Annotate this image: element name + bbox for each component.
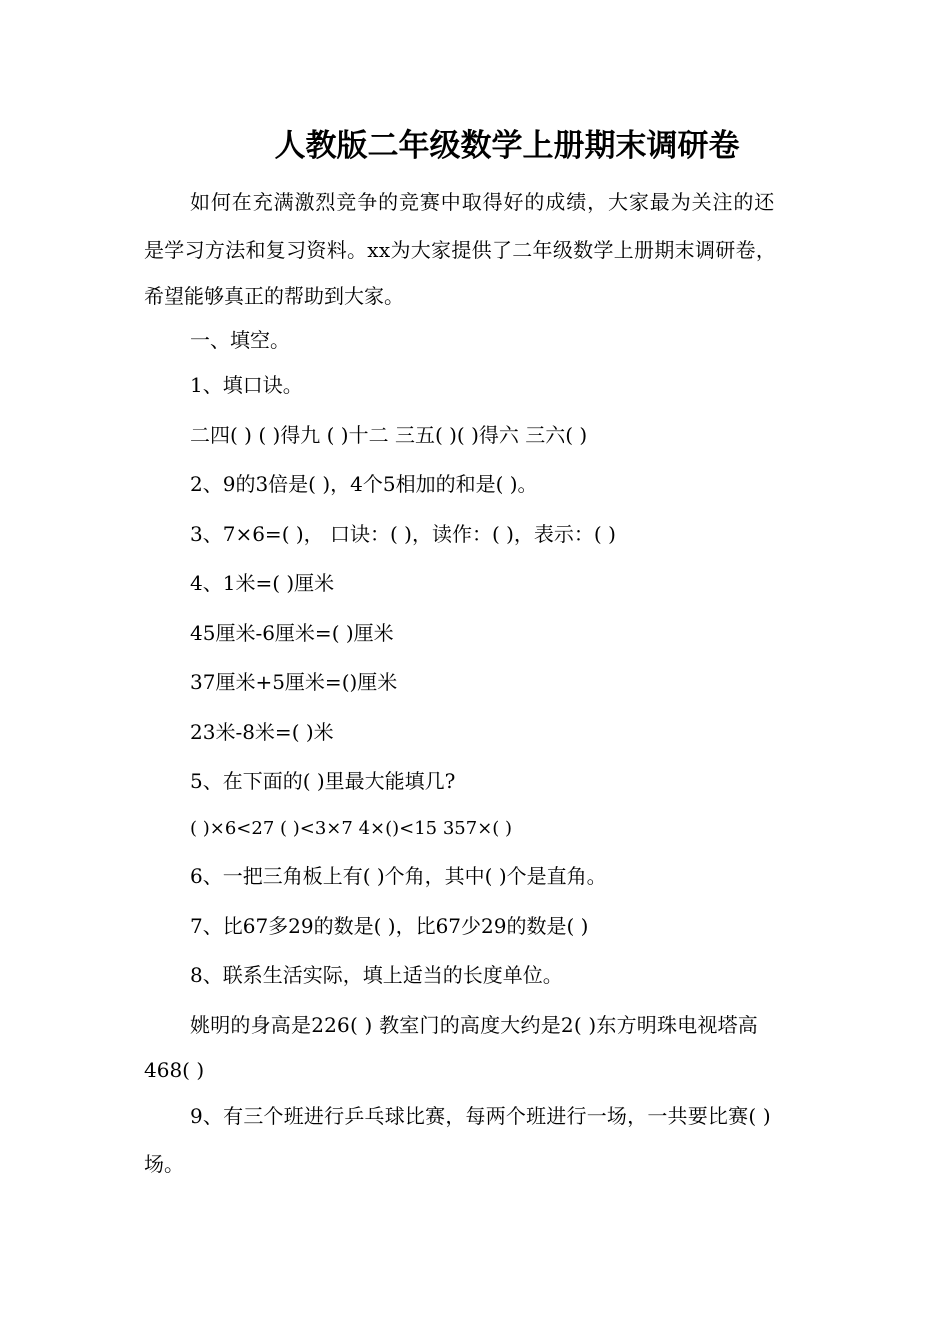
question-1: 1、填口诀。 <box>190 373 303 397</box>
question-4-item-3: 37厘米+5厘米=()厘米 <box>190 670 398 694</box>
question-4-item-2: 45厘米-6厘米=( )厘米 <box>190 621 394 645</box>
question-5: 5、在下面的( )里最大能填几? <box>190 769 456 793</box>
question-8-content-cont: 468( ) <box>144 1058 205 1082</box>
question-9-cont: 场。 <box>144 1152 184 1176</box>
question-2: 2、9的3倍是( )，4个5相加的和是( )。 <box>190 472 538 496</box>
question-1-content: 二四( ) ( )得九 ( )十二 三五( )( )得六 三六( ) <box>190 423 588 447</box>
question-4: 4、1米=( )厘米 <box>190 571 335 595</box>
question-7: 7、比67多29的数是( )，比67少29的数是( ) <box>190 914 589 938</box>
question-8-content: 姚明的身高是226( ) 教室门的高度大约是2( )东方明珠电视塔高 <box>190 1013 758 1037</box>
question-3: 3、7×6=( )， 口诀：( )，读作：( )，表示：( ) <box>190 522 616 546</box>
intro-line-3: 希望能够真正的帮助到大家。 <box>144 284 404 308</box>
question-6: 6、一把三角板上有( )个角，其中( )个是直角。 <box>190 864 607 888</box>
question-9: 9、有三个班进行乒乓球比赛，每两个班进行一场，一共要比赛( ) <box>190 1104 771 1128</box>
intro-line-1: 如何在充满激烈竞争的竞赛中取得好的成绩，大家最为关注的还 <box>190 190 776 214</box>
section-heading-fill-blank: 一、填空。 <box>190 328 290 352</box>
question-4-item-4: 23米-8米=( )米 <box>190 720 334 744</box>
document-title: 人教版二年级数学上册期末调研卷 <box>274 128 740 164</box>
question-8: 8、联系生活实际，填上适当的长度单位。 <box>190 963 563 987</box>
intro-line-2: 是学习方法和复习资料。xx为大家提供了二年级数学上册期末调研卷， <box>144 238 777 262</box>
question-5-content: ( )×6<27 ( )<3×7 4×()<15 357×( ) <box>190 818 513 839</box>
